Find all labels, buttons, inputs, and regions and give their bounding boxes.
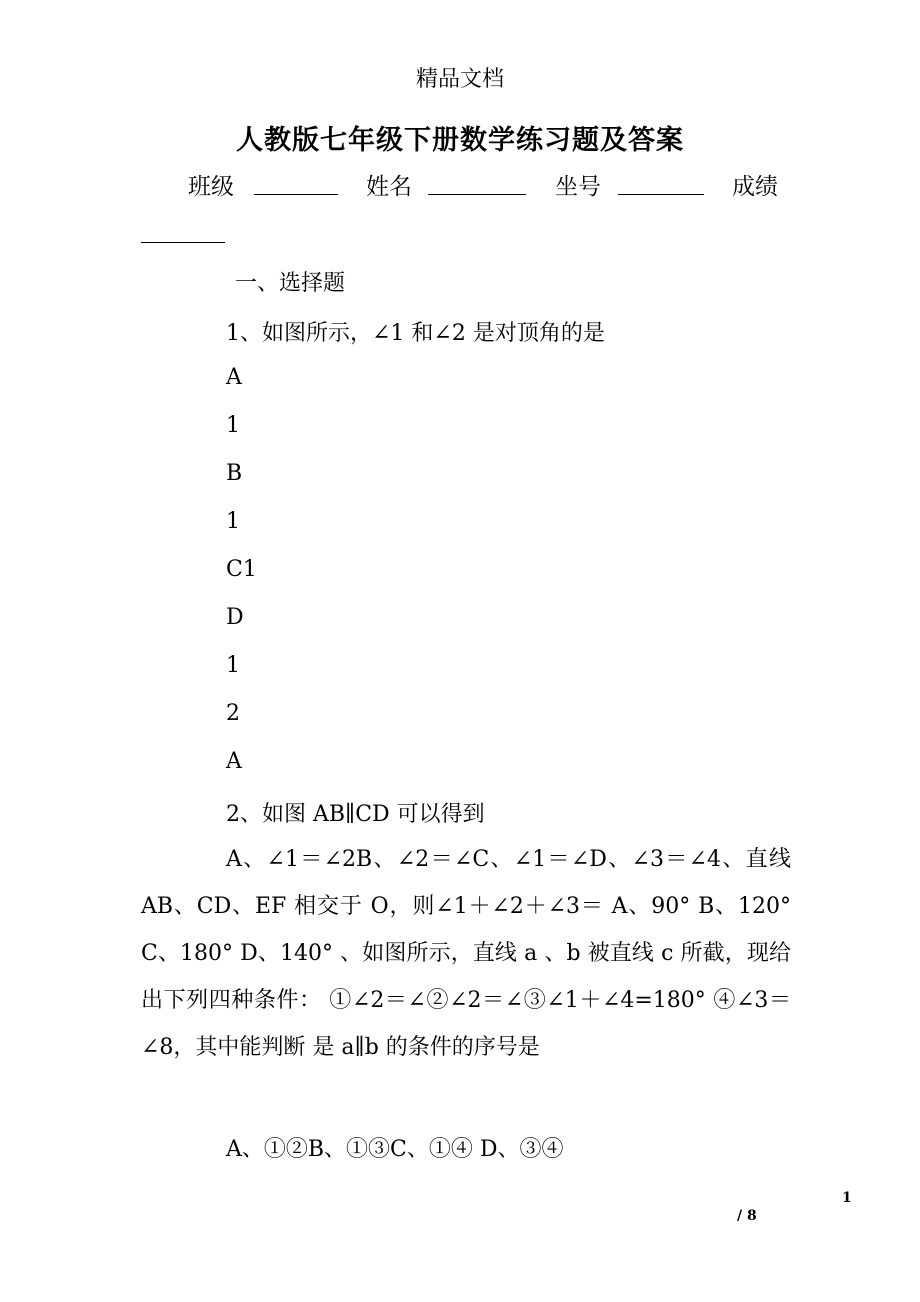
name-blank: [428, 174, 526, 195]
page-header: 精品文档: [415, 67, 504, 92]
q1-figure-label: 2: [226, 701, 240, 726]
q1-figure-label: A: [226, 365, 242, 390]
question-2-stem: 2、如图 AB∥CD 可以得到: [226, 802, 485, 827]
q1-figure-label: 1: [226, 413, 240, 438]
section-heading: 一、选择题: [235, 271, 346, 296]
q1-figure-label: B: [226, 461, 243, 486]
q1-figure-label: 1: [226, 509, 240, 534]
page-total: / 8: [737, 1208, 757, 1224]
q1-figure-label: A: [226, 749, 242, 774]
score-label: 成绩: [732, 174, 778, 200]
question-paragraph: A、∠1＝∠2B、∠2＝∠C、∠1＝∠D、∠3＝∠4、直线 AB、CD、EF 相交于 O，则∠1＋∠2＋∠3＝ A、90° B、120° C、180° D、140° 、如图所示，直线 a 、b 被直线 c 所截，现给出下列四种条件： ①∠2＝∠②∠2＝∠③∠1＋∠4=180° ④∠3＝∠8，其中能判断 是 a∥b 的条件的序号是: [141, 847, 791, 1060]
document-title: 人教版七年级下册数学练习题及答案: [236, 125, 684, 156]
seat-blank: [618, 174, 704, 195]
name-label: 姓名: [366, 174, 412, 200]
page-number: 1: [842, 1190, 852, 1206]
class-label: 班级: [188, 174, 234, 200]
score-blank: [141, 222, 225, 243]
question-1-stem: 1、如图所示，∠1 和∠2 是对顶角的是: [226, 321, 605, 346]
q1-figure-label: C1: [226, 557, 257, 582]
q1-figure-label: D: [226, 605, 244, 630]
seat-label: 坐号: [555, 174, 601, 200]
answer-options: A、①②B、①③C、①④ D、③④: [226, 1137, 564, 1162]
q1-figure-label: 1: [226, 653, 240, 678]
class-blank: [254, 174, 338, 195]
